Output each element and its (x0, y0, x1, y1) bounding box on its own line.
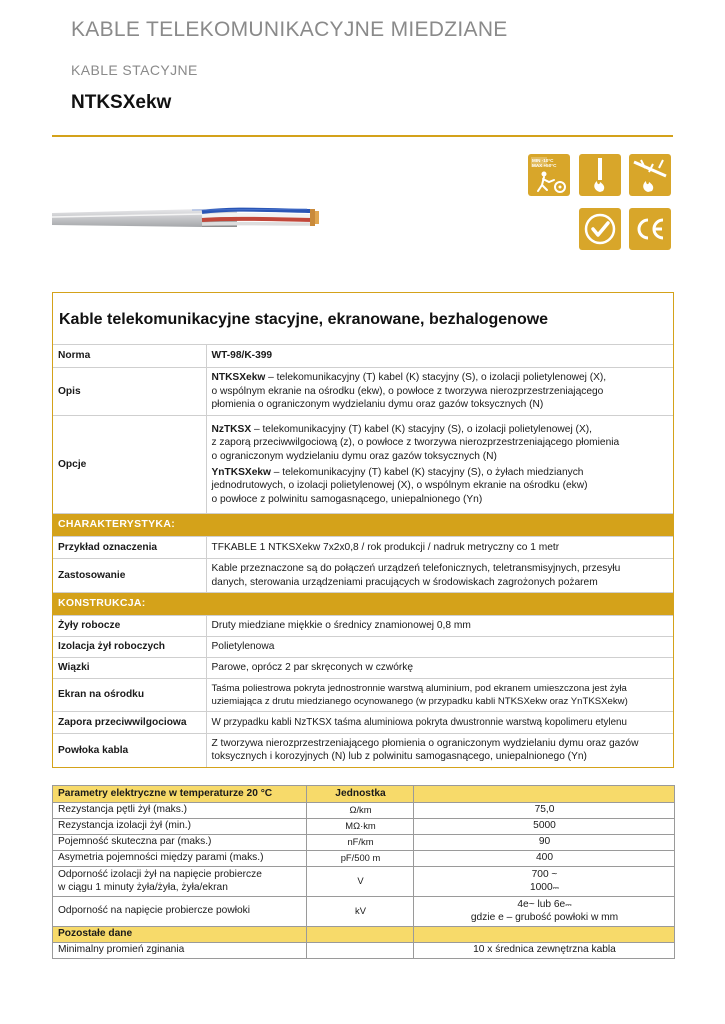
row-value: WT-98/K-399 (206, 345, 673, 368)
param-value: 90 (414, 835, 675, 851)
param-unit (307, 943, 414, 959)
page-category-title: KABLE TELEKOMUNIKACYJNE MIEDZIANE (71, 18, 508, 41)
row-label: Opcje (53, 416, 206, 514)
section-header-construction (53, 593, 673, 616)
spec-title: Kable telekomunikacyjne stacyjne, ekranowane, bezhalogenowe (59, 311, 549, 328)
table-row (53, 368, 673, 416)
header-value (414, 786, 675, 803)
param-name: Rezystancja izolacji żył (min.) (53, 819, 307, 835)
temp-min-label: MIN -10°C (532, 158, 554, 163)
cable-image (52, 196, 322, 236)
desc-text: Z tworzywa nierozprzestrzeniającego płomienia o ograniczonym wydzielaniu dymu oraz gazów (211, 737, 639, 749)
empty-cell (307, 927, 414, 943)
param-name-line: w ciągu 1 minuty żyła/żyła, żyła/ekran (58, 881, 228, 893)
specification-table (53, 344, 673, 767)
param-value (414, 897, 675, 927)
row-label: Zapora przeciwwilgociowa (53, 712, 206, 734)
section-title: Pozostałe dane (53, 927, 307, 943)
header-divider (52, 135, 673, 137)
table-row (53, 637, 673, 658)
table-row (53, 658, 673, 679)
table-row (53, 867, 675, 897)
row-label: Norma (53, 345, 206, 368)
desc-text: z zaporą przeciwwilgociową (z), o powłoce z tworzywa nierozprzestrzeniającego płomienia (211, 437, 620, 449)
product-name: NTKSXekw (71, 92, 172, 113)
desc-text: Kable przeznaczone są do połączeń urządzeń telefonicznych, teletransmisyjnych, przesyłu (211, 563, 621, 575)
param-value-line (419, 899, 670, 911)
table-row (53, 679, 673, 712)
row-label: Wiązki (53, 658, 206, 679)
param-value-line: gdzie e – grubość powłoki w mm (470, 911, 619, 923)
row-value (206, 679, 673, 712)
param-name: Minimalny promień zginania (53, 943, 307, 959)
row-value (206, 559, 673, 593)
desc-text: o powłoce z polwinitu samogasnącego, uniepalnionego (Yn) (211, 493, 483, 505)
param-name: Rezystancja pętli żył (maks.) (53, 803, 307, 819)
flame-retardant-icon (579, 154, 621, 196)
desc-text: – telekomunikacyjny (T) kabel (K) stacyjny (S), o izolacji polietylenowej (X), (265, 372, 607, 384)
quality-approved-icon (579, 208, 621, 250)
cable-code: NzTKSX (211, 423, 252, 435)
param-value: 75,0 (414, 803, 675, 819)
dc-symbol-icon: ⎓ (552, 882, 560, 892)
desc-text: – telekomunikacyjny (T) kabel (K) stacyjny (S), o żyłach miedzianych (270, 467, 584, 478)
section-header-characteristics (53, 514, 673, 537)
ce-mark-icon (629, 208, 671, 250)
row-value (206, 734, 673, 767)
table-row (53, 712, 673, 734)
row-label: Powłoka kabla (53, 734, 206, 767)
row-value: W przypadku kabli NzTKSX taśma aluminiowa pokryta dwustronnie warstwą kopolimeru etylenu (206, 712, 673, 734)
desc-text: danych, sterowania urządzeniami pracujących w środowiskach zagrożonych pożarem (211, 576, 598, 588)
specification-panel (52, 292, 674, 768)
table-row (53, 803, 675, 819)
row-label: Zastosowanie (53, 559, 206, 593)
row-label: Przykład oznaczenia (53, 537, 206, 559)
row-label: Żyły robocze (53, 616, 206, 637)
param-name: Asymetria pojemności między parami (maks.) (53, 851, 307, 867)
table-header-row (53, 786, 675, 803)
desc-text: – telekomunikacyjny (T) kabel (K) stacyjny (S), o izolacji polietylenowej (X), (251, 423, 592, 435)
desc-text: płomienia o ograniczonym wydzielaniu dymu oraz gazów toksycznych (N) (211, 399, 544, 411)
cable-code: NTKSXekw (211, 372, 266, 384)
row-label: Ekran na ośrodku (53, 679, 206, 712)
desc-text: Taśma poliestrowa pokryta jednostronnie warstwą aluminium, pod ekranem umieszczona jest żyła (211, 682, 627, 694)
row-value: TFKABLE 1 NTKSXekw 7x2x0,8 / rok produkcji / nadruk metryczny co 1 metr (206, 537, 673, 559)
voltage-value: 4e~ lub 6e (517, 899, 566, 911)
row-value: Polietylenowa (206, 637, 673, 658)
table-row (53, 345, 673, 368)
param-unit: V (307, 867, 414, 897)
param-value: 10 x średnica zewnętrzna kabla (414, 943, 675, 959)
table-row (53, 819, 675, 835)
empty-cell (414, 927, 675, 943)
param-unit: Ω/km (307, 803, 414, 819)
param-name-line: Odporność izolacji żył na napięcie probiercze (58, 869, 262, 881)
param-value-line (419, 882, 670, 894)
header-param: Parametry elektryczne w temperaturze 20 °C (53, 786, 307, 803)
temperature-range-icon (528, 154, 570, 196)
low-smoke-halogen-free-icon (629, 154, 671, 196)
table-row (53, 897, 675, 927)
param-value: 400 (414, 851, 675, 867)
param-unit: pF/500 m (307, 851, 414, 867)
page-subcategory-title: KABLE STACYJNE (71, 62, 198, 78)
desc-text: o wspólnym ekranie na ośrodku (ekw), o powłoce z tworzywa nierozprzestrzeniającego (211, 385, 604, 397)
temp-max-label: MAX +50°C (532, 163, 557, 168)
param-name (53, 867, 307, 897)
table-row (53, 537, 673, 559)
table-row (53, 943, 675, 959)
desc-text: jednodrutowych, o izolacji polietylenowej (X), o wspólnym ekranie na ośrodku (ekw) (211, 480, 588, 492)
row-value (206, 368, 673, 416)
desc-text: uziemiająca z drutu miedzianego ocynowanego (w przypadku kabli NTKSXekw oraz YnTKSXekw) (211, 696, 628, 707)
param-unit: MΩ·km (307, 819, 414, 835)
param-value: 5000 (414, 819, 675, 835)
table-row (53, 851, 675, 867)
table-row (53, 616, 673, 637)
cable-code: YnTKSXekw (211, 467, 271, 478)
section-title: CHARAKTERYSTYKA: (53, 514, 673, 537)
dc-value: 1000 (529, 881, 553, 893)
section-header-other (53, 927, 675, 943)
row-value (206, 416, 673, 514)
dc-symbol-icon: ⎓ (565, 900, 572, 910)
desc-text: toksycznych i korozyjnych (N) lub z polwinitu samogasnącego, uniepalnionego (Yn) (211, 751, 587, 763)
header-unit: Jednostka (307, 786, 414, 803)
param-value (414, 867, 675, 897)
param-name: Pojemność skuteczna par (maks.) (53, 835, 307, 851)
table-row (53, 559, 673, 593)
row-label: Izolacja żył roboczych (53, 637, 206, 658)
table-row (53, 416, 673, 514)
table-row (53, 734, 673, 767)
section-title: KONSTRUKCJA: (53, 593, 673, 616)
row-value: Parowe, oprócz 2 par skręconych w czwórkę (206, 658, 673, 679)
table-row (53, 835, 675, 851)
param-value-line: 700 ~ (531, 869, 558, 881)
row-label: Opis (53, 368, 206, 416)
row-value: Druty miedziane miękkie o średnicy znamionowej 0,8 mm (206, 616, 673, 637)
electrical-parameters-table (52, 785, 675, 959)
param-unit: kV (307, 897, 414, 927)
param-name: Odporność na napięcie probiercze powłoki (53, 897, 307, 927)
param-unit: nF/km (307, 835, 414, 851)
desc-text: o ograniczonym wydzielaniu dymu oraz gazów toksycznych (N) (211, 450, 497, 462)
